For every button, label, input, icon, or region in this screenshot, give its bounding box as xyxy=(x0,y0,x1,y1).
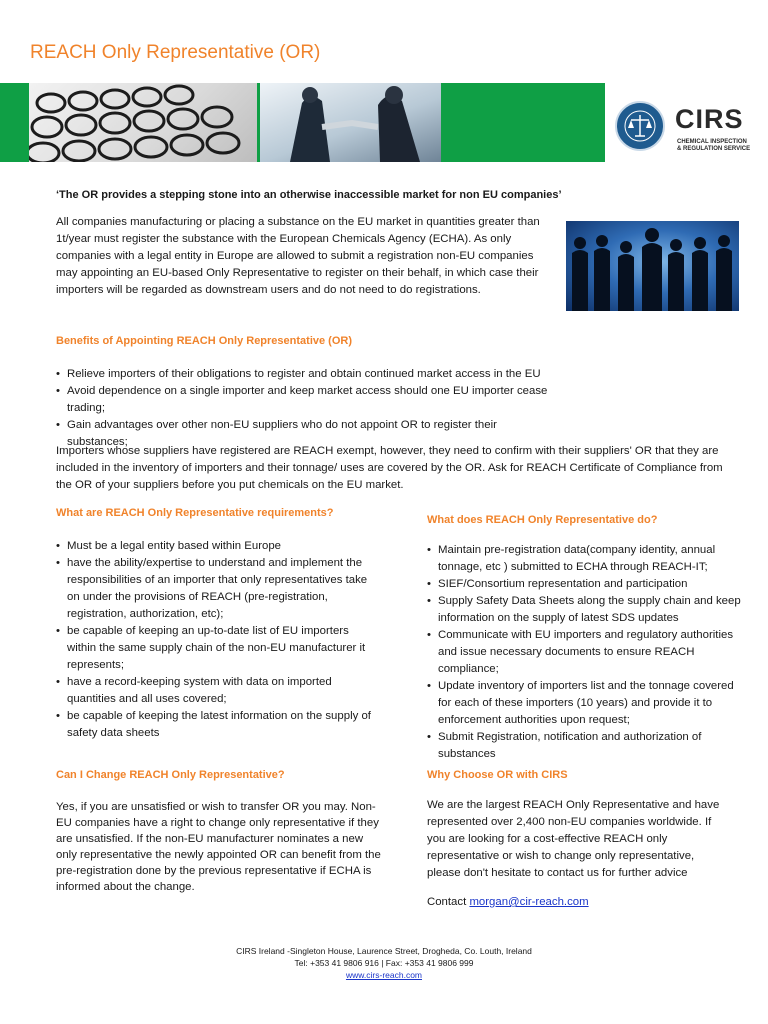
list-item: • Communicate with EU importers and regulatory authorities and issue necessary documents to ensure REACH compliance; xyxy=(427,627,742,678)
requirements-heading: What are REACH Only Representative requirements? xyxy=(56,507,334,519)
list-item: • have the ability/expertise to understand and implement the responsibilities of an importer that only representatives take on under the provisions of REACH (pre-registration, registration, authorization, etc); xyxy=(56,555,381,623)
list-item: • Maintain pre-registration data(company identity, annual tonnage, etc ) submitted to ECHA through REACH-IT; xyxy=(427,542,742,576)
list-item: • Gain advantages over other non-EU suppliers who do not appoint OR to register their substances; xyxy=(56,417,556,451)
list-item: • Relieve importers of their obligations to register and obtain continued market access in the EU xyxy=(56,366,556,383)
contact-line xyxy=(427,894,589,911)
list-item: • Supply Safety Data Sheets along the supply chain and keep information on the supply of latest SDS updates xyxy=(427,593,742,627)
list-item: • Must be a legal entity based within Europe xyxy=(56,538,381,555)
lab-tubes-photo xyxy=(29,83,257,162)
list-item: • Avoid dependence on a single importer and keep market access should one EU importer cease trading; xyxy=(56,383,556,417)
cirs-logo xyxy=(605,83,768,162)
contact-email-link[interactable]: morgan@cir-reach.com xyxy=(469,896,589,908)
list-item: • be capable of keeping the latest information on the supply of safety data sheets xyxy=(56,708,381,742)
page-title: REACH Only Representative (OR) xyxy=(30,42,321,63)
why-heading: Why Choose OR with CIRS xyxy=(427,769,568,781)
logo-tagline: CHEMICAL INSPECTION & REGULATION SERVICE xyxy=(677,139,751,152)
intro-quote: ‘The OR provides a stepping stone into an otherwise inaccessible market for non EU companies’ xyxy=(56,189,562,201)
header-banner xyxy=(0,83,768,162)
logo-name: CIRS xyxy=(675,104,744,134)
list-item: • be capable of keeping an up-to-date list of EU importers within the same supply chain of the non-EU manufacturer it represents; xyxy=(56,623,381,674)
change-paragraph: Yes, if you are unsatisfied or wish to transfer OR you may. Non-EU companies have a right to change only representative if they are unsatisfied. If the non-EU manufacturer nominates a new only representative the newly appointed OR can benefit from the pre-registration done by the previous representative if ECHA is informed about the change. xyxy=(56,801,381,893)
duties-heading: What does REACH Only Representative do? xyxy=(427,514,658,526)
contact-label: Contact xyxy=(427,896,467,908)
list-item: • have a record-keeping system with data on imported quantities and all uses covered; xyxy=(56,674,381,708)
benefits-heading: Benefits of Appointing REACH Only Representative (OR) xyxy=(56,335,353,347)
footer-phone: Tel: +353 41 9806 916 | Fax: +353 41 9806 999 xyxy=(294,958,474,968)
benefits-list xyxy=(56,366,556,451)
business-people-photo xyxy=(566,221,739,311)
footer-website-link[interactable]: www.cirs-reach.com xyxy=(345,970,423,980)
requirements-list xyxy=(56,538,381,742)
list-item: • SIEF/Consortium representation and participation xyxy=(427,576,742,593)
benefits-note: Importers whose suppliers have registered are REACH exempt, however, they need to confirm with their suppliers' OR that they are included in the inventory of importers and their tonnage/ uses are covered by the OR. Ask for REACH Certificate of Compliance from the OR of your suppliers before you put chemicals on the EU market. xyxy=(56,445,723,491)
scales-seal-icon xyxy=(615,101,665,151)
duties-list xyxy=(427,542,742,763)
footer-website-line xyxy=(0,969,768,981)
why-paragraph: We are the largest REACH Only Representative and have represented over 2,400 non-EU companies worldwide. If you are looking for a cost-effective REACH only representative or wish to change only representative, please don't hesitate to contact us for further advice xyxy=(427,799,720,879)
change-heading: Can I Change REACH Only Representative? xyxy=(56,769,285,781)
list-item: • Update inventory of importers list and the tonnage covered for each of these importers (10 years) and provide it to enforcement authorities upon request; xyxy=(427,678,742,729)
handshake-photo xyxy=(260,83,441,162)
footer-address: CIRS Ireland -Singleton House, Laurence Street, Drogheda, Co. Louth, Ireland xyxy=(236,946,532,956)
intro-paragraph: All companies manufacturing or placing a substance on the EU market in quantities greater than 1t/year must register the substance with the European Chemicals Agency (ECHA). As only companies with a legal entity in Europe are allowed to submit a registration non-EU companies may appointing an EU-based Only Representative to register on their behalf, in which case their importers will be regarded as downstream users and do not need to do registrations. xyxy=(56,216,540,296)
list-item: • Submit Registration, notification and authorization of substances xyxy=(427,729,742,763)
